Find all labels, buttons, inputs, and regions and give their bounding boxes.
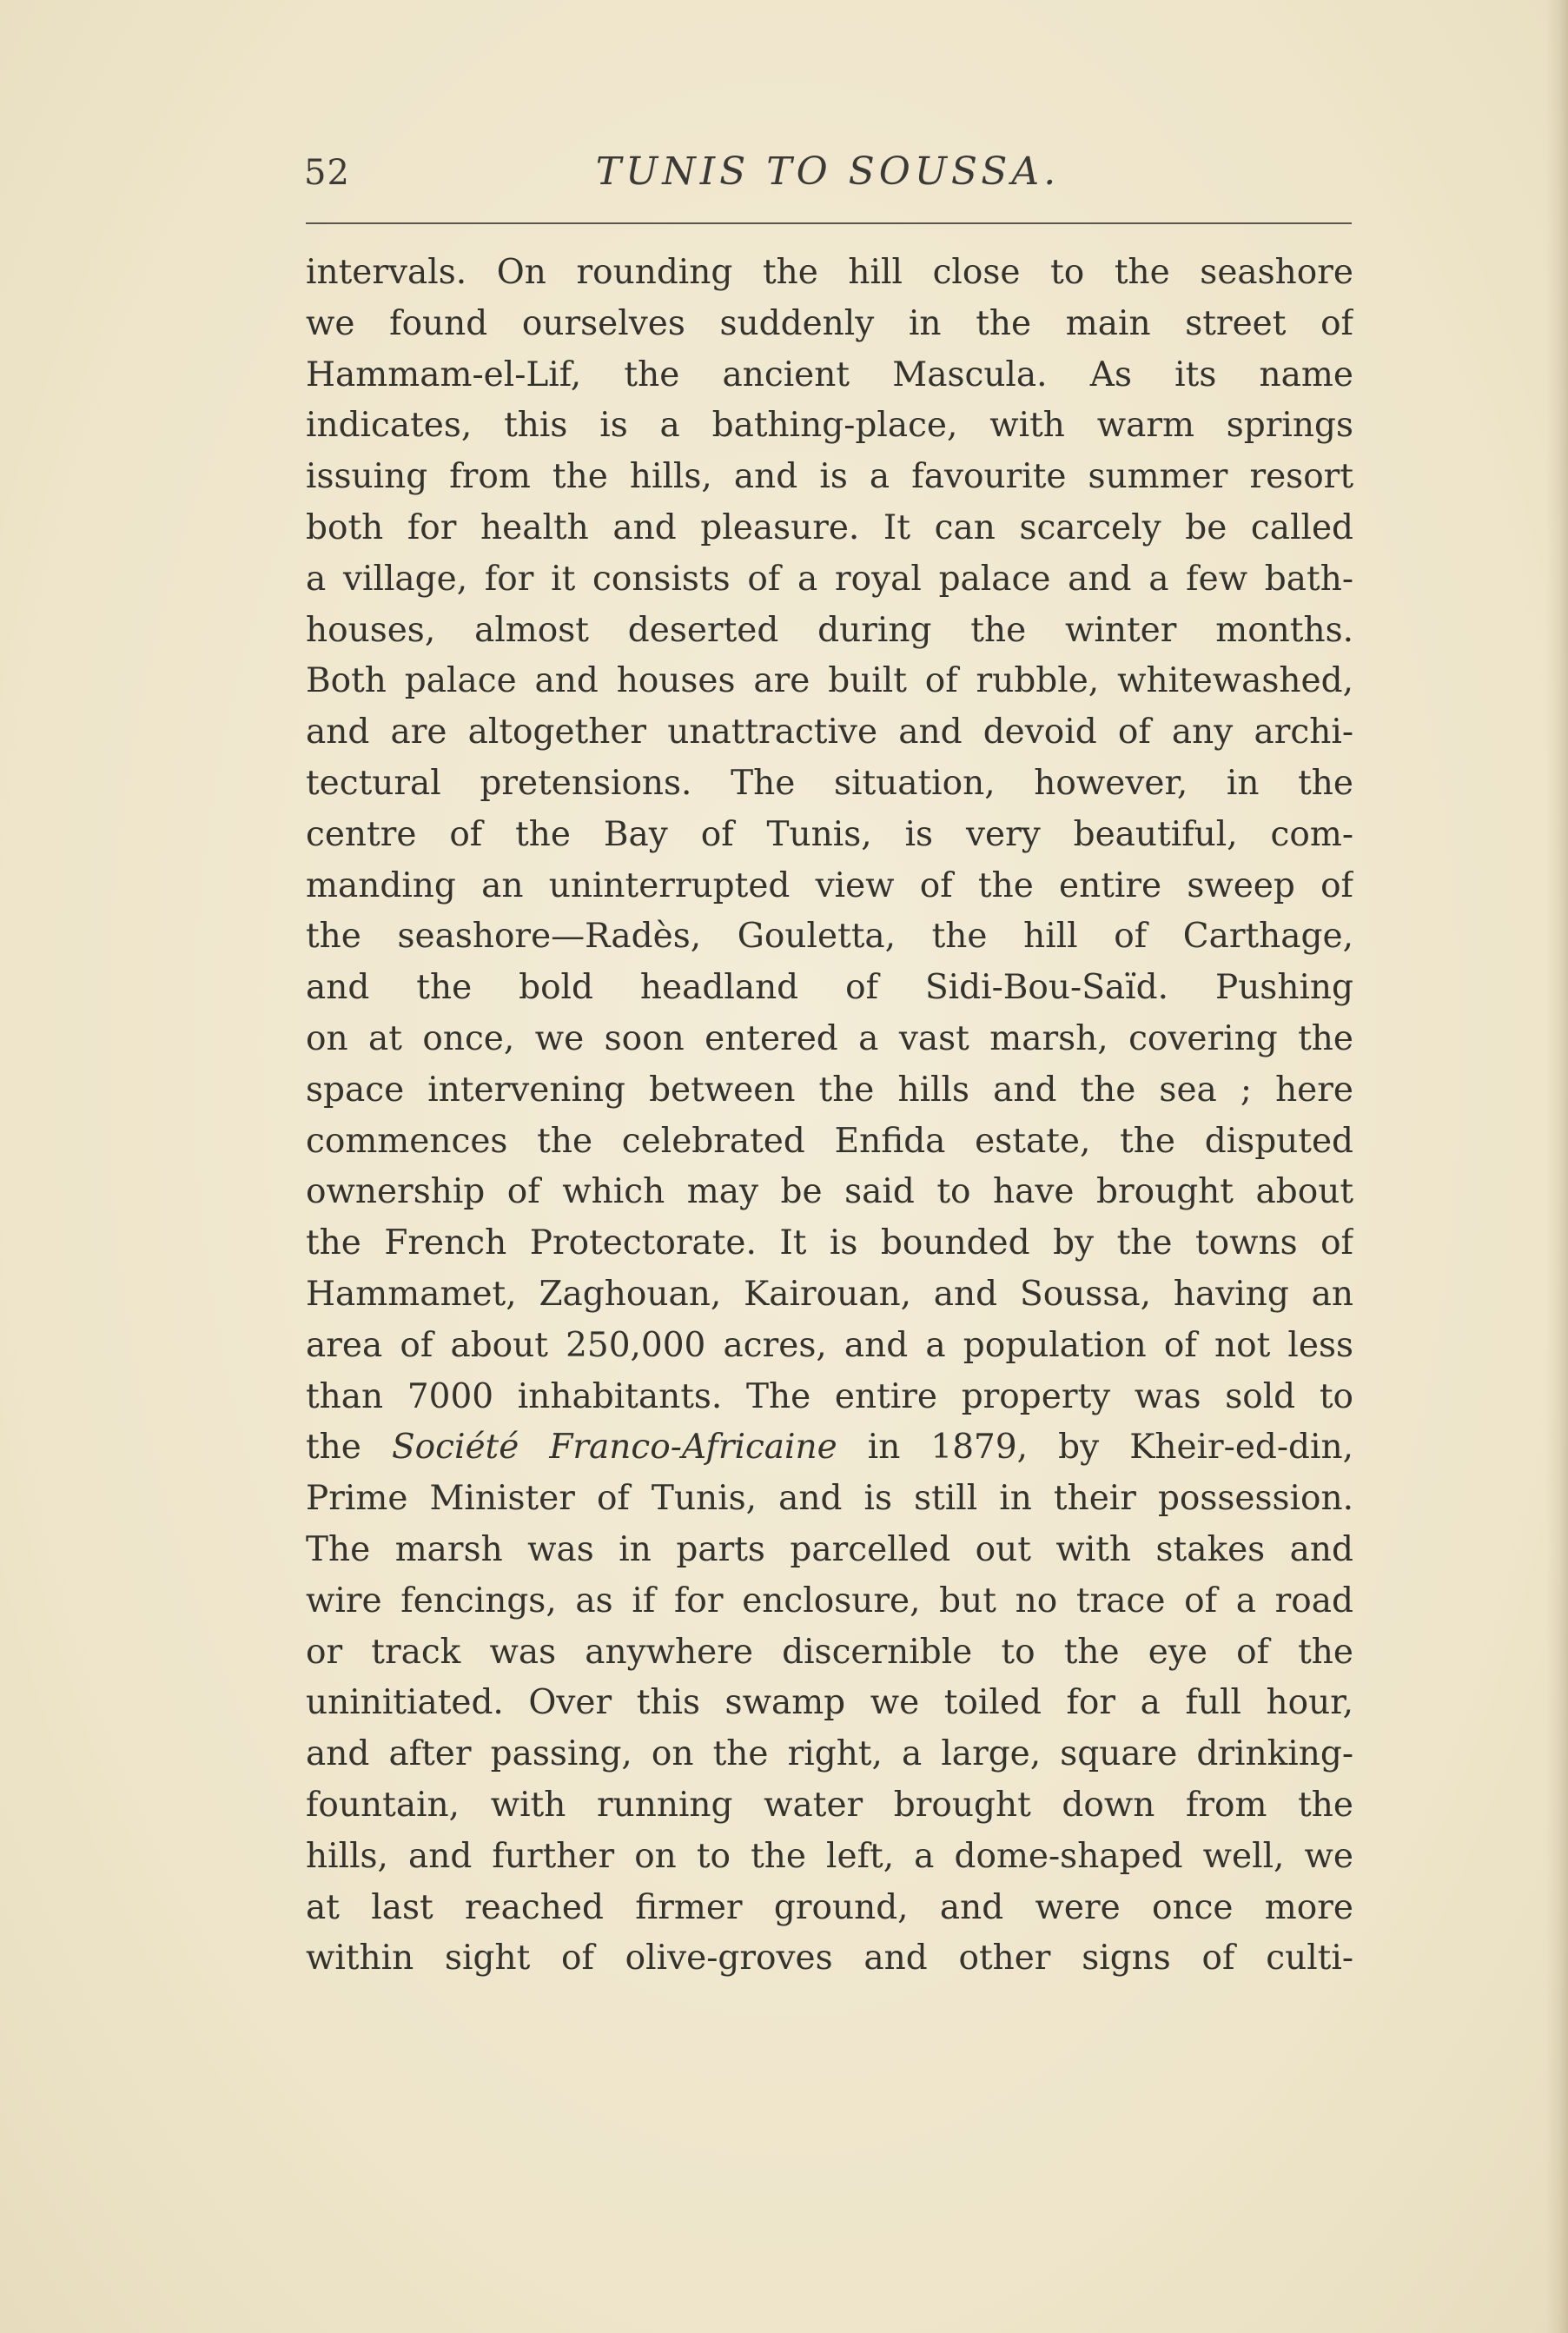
text-line: issuing from the hills, and is a favourite summer resort (306, 457, 1353, 497)
text-line: we found ourselves suddenly in the main street of (306, 303, 1353, 343)
running-head: TUNIS TO SOUSSA. (595, 149, 1061, 194)
text-line: houses, almost deserted during the winter months. (306, 610, 1353, 650)
text-line: Hammamet, Zaghouan, Kairouan, and Soussa, having an (306, 1274, 1353, 1314)
text-line: centre of the Bay of Tunis, is very beautiful, com- (306, 814, 1353, 854)
text-line: ownership of which may be said to have brought about (306, 1172, 1353, 1212)
text-line: Both palace and houses are built of rubble, whitewashed, (306, 661, 1353, 701)
text-line: area of about 250,000 acres, and a population of not less (306, 1325, 1353, 1365)
text-line: Prime Minister of Tunis, and is still in their possession. (306, 1479, 1353, 1519)
text-line: both for health and pleasure. It can scarcely be called (306, 507, 1353, 547)
text-line: tectural pretensions. The situation, however, in the (306, 763, 1353, 803)
text-line: and after passing, on the right, a large, square drinking- (306, 1734, 1353, 1774)
text-segment: the (306, 1428, 392, 1468)
text-line: manding an uninterrupted view of the entire sweep of (306, 865, 1353, 905)
text-line: wire fencings, as if for enclosure, but no trace of a road (306, 1581, 1353, 1621)
text-line: and are altogether unattractive and devoid of any archi- (306, 712, 1353, 752)
text-line: Hammam-el-Lif, the ancient Mascula. As its name (306, 355, 1353, 394)
text-line: and the bold headland of Sidi-Bou-Saïd. Pushing (306, 968, 1353, 1008)
text-line: The marsh was in parts parcelled out with stakes and (306, 1529, 1353, 1569)
text-line: space intervening between the hills and the sea ; here (306, 1070, 1353, 1110)
text-line: within sight of olive-groves and other signs of culti- (306, 1939, 1353, 1978)
text-line: at last reached firmer ground, and were once more (306, 1887, 1353, 1927)
text-line: fountain, with running water brought down from the (306, 1785, 1353, 1825)
page-edge-shadow (1545, 0, 1568, 2333)
text-line: on at once, we soon entered a vast marsh, covering the (306, 1018, 1353, 1058)
text-line: commences the celebrated Enfida estate, the disputed (306, 1121, 1353, 1161)
text-line (306, 1422, 1353, 1474)
text-line: indicates, this is a bathing-place, with warm springs (306, 406, 1353, 446)
page-header (304, 146, 1352, 209)
text-line: uninitiated. Over this swamp we toiled for a full hour, (306, 1683, 1353, 1723)
text-line: a village, for it consists of a royal palace and a few bath- (306, 559, 1353, 599)
text-line: hills, and further on to the left, a dome-shaped well, we (306, 1836, 1353, 1876)
text-line: than 7000 inhabitants. The entire property was sold to (306, 1376, 1353, 1416)
text-line: the seashore—Radès, Gouletta, the hill of Carthage, (306, 917, 1353, 957)
header-rule (306, 222, 1352, 224)
italic-company-name: Société Franco-Africaine (391, 1428, 837, 1468)
body-text (306, 248, 1353, 1985)
text-line: the French Protectorate. It is bounded by the towns of (306, 1223, 1353, 1263)
text-segment: in 1879, by Kheir-ed-din, (837, 1428, 1353, 1468)
text-line: intervals. On rounding the hill close to the seashore (306, 253, 1353, 292)
page-number: 52 (304, 153, 350, 193)
text-line: or track was anywhere discernible to the eye of the (306, 1632, 1353, 1672)
